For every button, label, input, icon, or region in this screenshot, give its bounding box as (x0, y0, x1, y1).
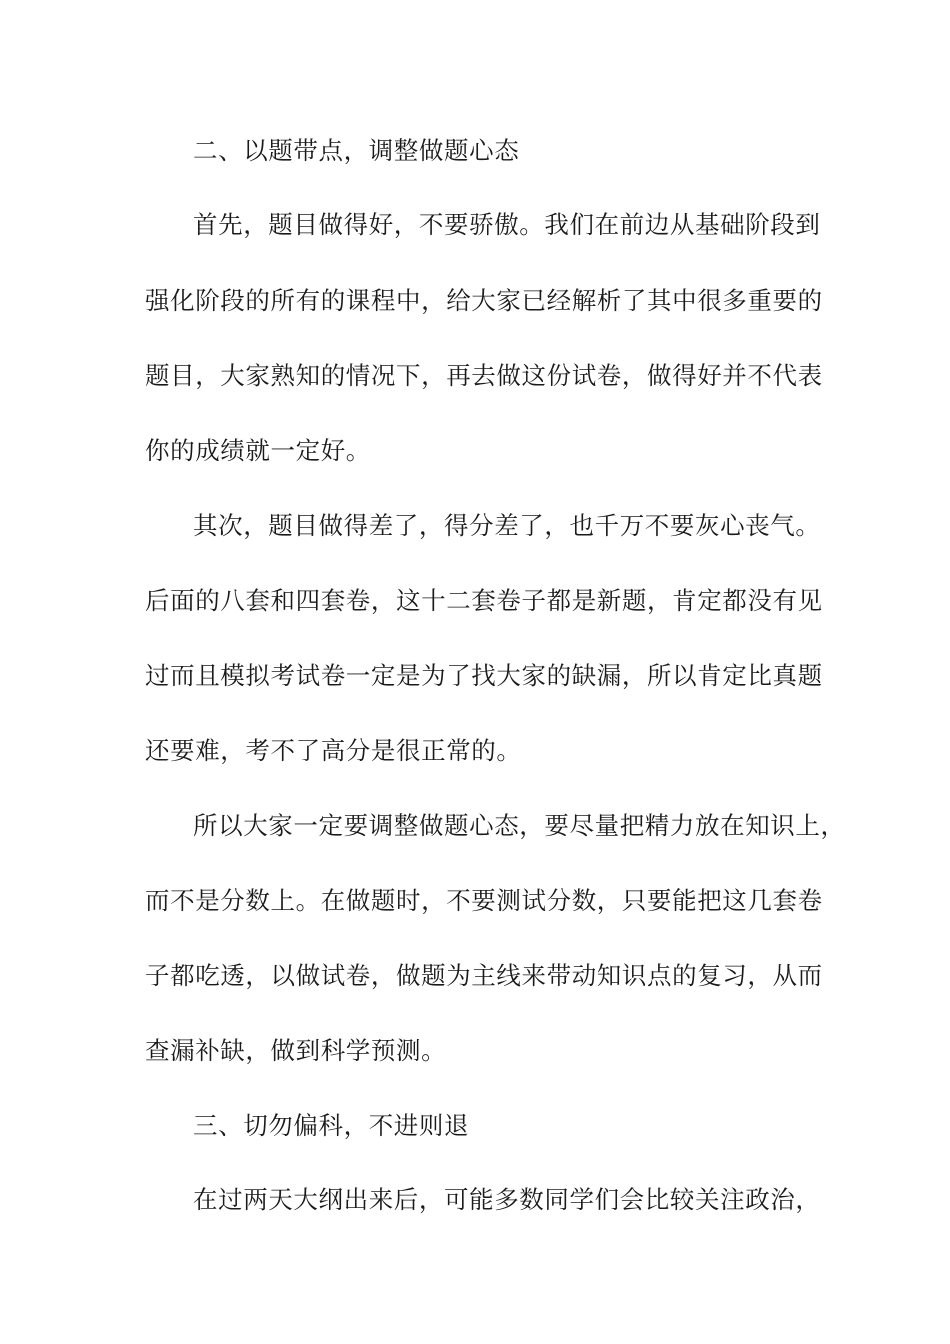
paragraph-line: 查漏补缺，做到科学预测。 (145, 1036, 447, 1065)
section-heading-3: 三、切勿偏科，不进则退 (193, 1111, 470, 1140)
section-heading-2: 二、以题带点，调整做题心态 (193, 136, 520, 165)
paragraph-line: 所以大家一定要调整做题心态，要尽量把精力放在知识上， (193, 811, 846, 840)
paragraph-line: 过而且模拟考试卷一定是为了找大家的缺漏，所以肯定比真题 (145, 661, 823, 690)
paragraph-line: 首先，题目做得好，不要骄傲。我们在前边从基础阶段到 (193, 210, 821, 239)
paragraph-line: 在过两天大纲出来后，可能多数同学们会比较关注政治， (193, 1185, 821, 1214)
paragraph-line: 你的成绩就一定好。 (145, 436, 371, 465)
paragraph-line: 后面的八套和四套卷，这十二套卷子都是新题，肯定都没有见 (145, 586, 823, 615)
paragraph-line: 子都吃透，以做试卷，做题为主线来带动知识点的复习，从而 (145, 961, 823, 990)
paragraph-line: 题目，大家熟知的情况下，再去做这份试卷，做得好并不代表 (145, 361, 823, 390)
paragraph-line: 其次，题目做得差了，得分差了，也千万不要灰心丧气。 (193, 511, 821, 540)
paragraph-line: 而不是分数上。在做题时，不要测试分数，只要能把这几套卷 (145, 886, 823, 915)
paragraph-line: 强化阶段的所有的课程中，给大家已经解析了其中很多重要的 (145, 286, 823, 315)
paragraph-line: 还要难，考不了高分是很正常的。 (145, 736, 522, 765)
